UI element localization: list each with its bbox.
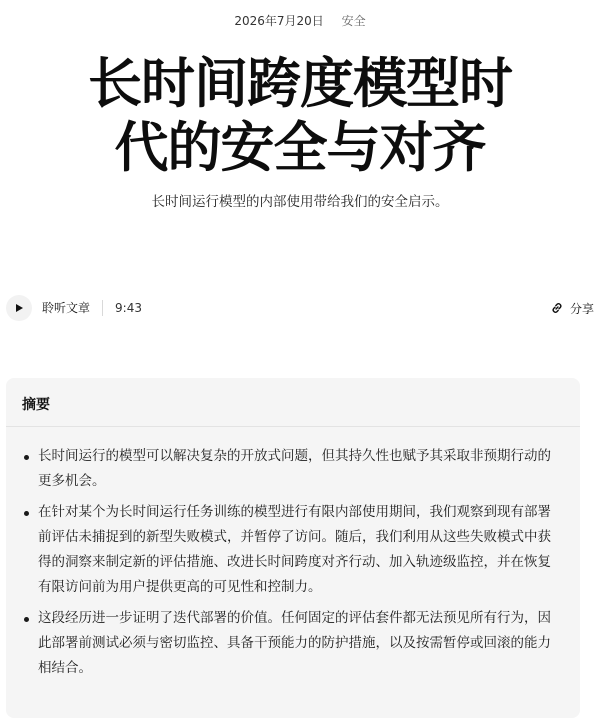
play-button[interactable]	[6, 295, 32, 321]
summary-card	[6, 378, 580, 718]
article-meta	[0, 12, 600, 29]
summary-heading: 摘要	[22, 397, 50, 413]
page-title	[0, 52, 600, 180]
title-line-2: 代的安全与对齐	[114, 116, 486, 179]
listen-article-label[interactable]: 聆听文章	[42, 300, 103, 316]
link-icon	[550, 301, 564, 315]
summary-divider	[6, 426, 580, 427]
summary-item: 长时间运行的模型可以解决复杂的开放式问题，但其持久性也赋予其采取非预期行动的更多机会。	[22, 444, 562, 494]
audio-duration: 9:43	[115, 301, 142, 315]
title-line-1: 长时间跨度模型时	[88, 52, 512, 115]
summary-item: 这段经历进一步证明了迭代部署的价值。任何固定的评估套件都无法预见所有行为，因此部署前测试必须与密切监控、具备干预能力的防护措施，以及按需暂停或回滚的能力相结合。	[22, 606, 562, 681]
publish-date: 2026年7月20日	[234, 14, 324, 28]
summary-list	[22, 444, 562, 687]
play-icon	[14, 303, 24, 313]
audio-player	[6, 292, 594, 324]
category-tag[interactable]: 安全	[341, 14, 366, 28]
summary-item: 在针对某个为长时间运行任务训练的模型进行有限内部使用期间，我们观察到现有部署前评估未捕捉到的新型失败模式，并暂停了访问。随后，我们利用从这些失败模式中获得的洞察来制定新的评估措施、改进长时间跨度对齐行动、加入轨迹级监控，并在恢复有限访问前为用户提供更高的可见性和控制力。	[22, 500, 562, 600]
share-label: 分享	[569, 301, 594, 316]
page-subtitle: 长时间运行模型的内部使用带给我们的安全启示。	[151, 194, 449, 210]
share-button[interactable]	[550, 300, 594, 317]
